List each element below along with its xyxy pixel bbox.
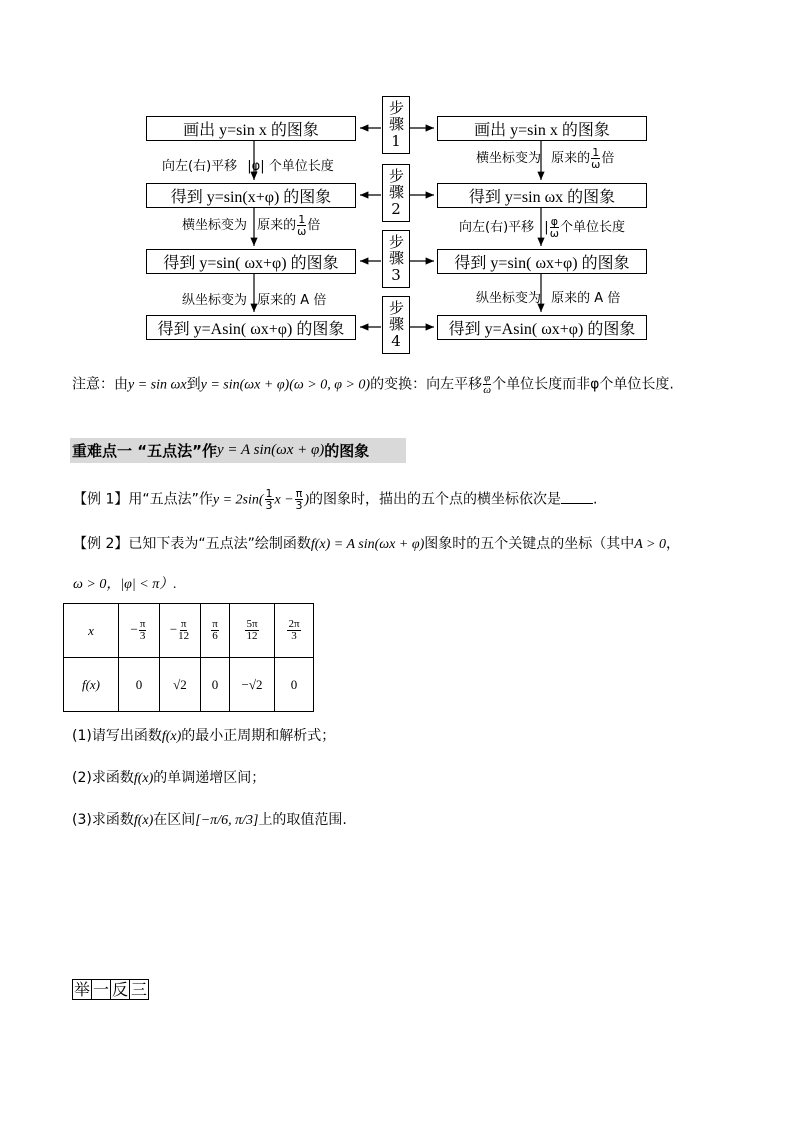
table-header-x: x bbox=[64, 604, 119, 658]
right-box-4: 得到 y=Asin( ωx+φ) 的图象 bbox=[437, 315, 647, 340]
table-cell: √2 bbox=[160, 658, 201, 712]
left-box-1: 画出 y=sin x 的图象 bbox=[146, 116, 356, 141]
left-label-2: 横坐标变为 原来的 $\frac{1}{\omega}$ 倍 bbox=[182, 213, 321, 238]
left-label-1: 向左(右)平移 |φ| 个单位长度 bbox=[162, 159, 334, 174]
step-label: 步骤 bbox=[387, 100, 405, 132]
table-cell: $\frac{\pi}{6}$ bbox=[201, 604, 230, 658]
step-label: 步骤 bbox=[387, 168, 405, 200]
answer-blank[interactable] bbox=[561, 491, 593, 504]
table-cell: $\frac{2\pi}{3}$ bbox=[275, 604, 314, 658]
table-row bbox=[64, 604, 314, 658]
step-label: 步骤 bbox=[387, 234, 405, 266]
step-label: 步骤 bbox=[387, 300, 405, 332]
example-1: 【例 1】用“五点法”作y = 2sin( $\frac{1}{3}$ x − $\frac{\pi}{3}$ )的图象时，描出的五个点的横坐标依次是 . bbox=[73, 487, 598, 512]
table-row bbox=[64, 658, 314, 712]
right-label-3: 纵坐标变为 原来的 A 倍 bbox=[476, 291, 621, 306]
section-heading: 重难点一 “五点法”作 y = A sin(ωx + φ) 的图象 bbox=[70, 438, 406, 463]
example-2-tag: 【例 2】 bbox=[73, 536, 129, 552]
example-1-tag: 【例 1】 bbox=[73, 491, 129, 508]
left-box-4: 得到 y=Asin( ωx+φ) 的图象 bbox=[146, 315, 356, 340]
step-box-2 bbox=[382, 164, 410, 222]
practice-label: 举 一 反 三 bbox=[74, 980, 148, 999]
table-cell: $\frac{5\pi}{12}$ bbox=[230, 604, 275, 658]
step-box-1 bbox=[382, 96, 410, 154]
example-2: 【例 2】已知下表为“五点法”绘制函数f(x) = A sin(ωx + φ)图象时的五个关键点的坐标（其中A > 0， bbox=[73, 536, 680, 552]
five-point-table bbox=[63, 603, 314, 712]
step-number: 1 bbox=[391, 132, 401, 150]
step-number: 2 bbox=[391, 200, 401, 218]
right-label-1: 横坐标变为 原来的 $\frac{1}{\omega}$ 倍 bbox=[476, 146, 615, 171]
right-box-3: 得到 y=sin( ωx+φ) 的图象 bbox=[437, 249, 647, 274]
table-cell: − $\frac{\pi}{3}$ bbox=[119, 604, 160, 658]
note-line: 注意：由y = sin ωx到y = sin(ωx + φ)(ω > 0, φ > 0)的变换：向左平移 $\frac{\varphi}{\omega}$ 个单位长度而非φ个单位长度. bbox=[72, 372, 674, 396]
question-2: (2)求函数f(x)的单调递增区间； bbox=[72, 770, 266, 786]
question-1: (1)请写出函数f(x)的最小正周期和解析式； bbox=[72, 728, 336, 744]
table-cell: − $\frac{\pi}{12}$ bbox=[160, 604, 201, 658]
step-number: 3 bbox=[391, 266, 401, 284]
table-cell: 0 bbox=[201, 658, 230, 712]
table-cell: −√2 bbox=[230, 658, 275, 712]
right-box-2: 得到 y=sin ωx 的图象 bbox=[437, 183, 647, 208]
step-box-4 bbox=[382, 296, 410, 354]
table-cell: 0 bbox=[119, 658, 160, 712]
example-2-line2: ω > 0，|φ| < π）. bbox=[73, 577, 177, 592]
right-label-2: 向左(右)平移 | $\frac{\varphi}{\omega}$ 个单位长度 bbox=[459, 215, 625, 240]
table-header-fx: f(x) bbox=[64, 658, 119, 712]
left-box-3: 得到 y=sin( ωx+φ) 的图象 bbox=[146, 249, 356, 274]
question-3: (3)求函数f(x)在区间[−π/6, π/3]上的取值范围. bbox=[72, 812, 347, 828]
step-number: 4 bbox=[391, 332, 401, 350]
table-cell: 0 bbox=[275, 658, 314, 712]
step-box-3 bbox=[382, 230, 410, 288]
right-box-1: 画出 y=sin x 的图象 bbox=[437, 116, 647, 141]
left-label-3: 纵坐标变为 原来的 A 倍 bbox=[182, 293, 327, 308]
left-box-2: 得到 y=sin(x+φ) 的图象 bbox=[146, 183, 356, 208]
